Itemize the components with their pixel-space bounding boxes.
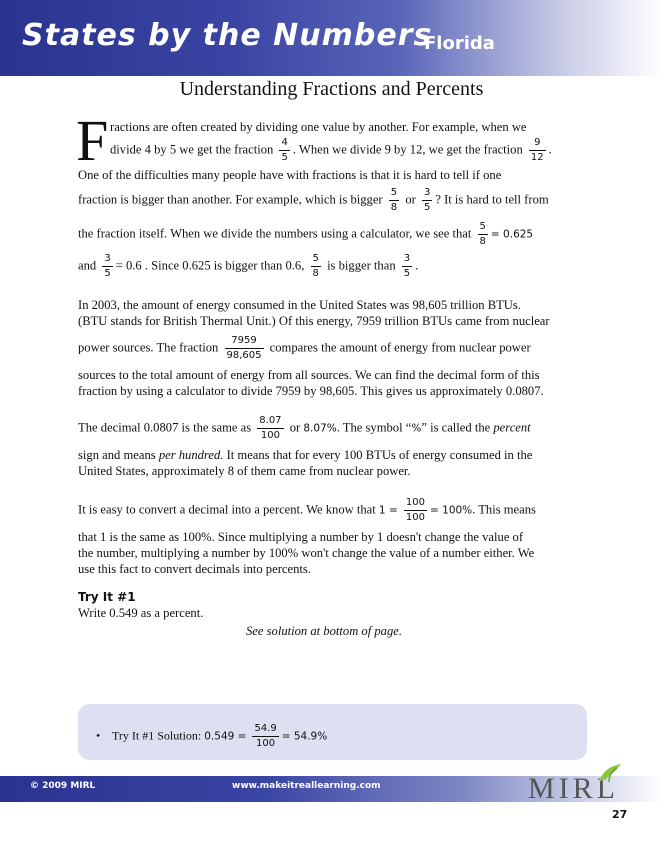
p3-line-3: United States, approximately 8 of them came from nuclear power.	[78, 464, 411, 478]
fraction: $\frac{5}{8}$	[312, 253, 319, 279]
state-name: Florida	[424, 33, 495, 54]
footer-url: www.makeitreallearning.com	[232, 781, 381, 791]
p2-line-3: power sources. The fraction $\frac{7959}{98,605}$ compares the amount of energy from nuclear power	[78, 335, 531, 361]
mirl-logo: MIRL	[528, 772, 619, 805]
p2-line-5: fraction by using a calculator to divide 7959 by 98,605. This gives us approximately 0.0807.	[78, 384, 544, 398]
p3-line-2: sign and means per hundred. It means that for every 100 BTUs of energy consumed in the	[78, 448, 533, 462]
header-banner	[0, 0, 663, 76]
p1-line-3: One of the difficulties many people have with fractions is that it is hard to tell if one	[78, 168, 502, 182]
p1-line-1: ractions are often created by dividing one value by another. For example, when we	[110, 120, 527, 134]
p4-line-2: that 1 is the same as 100%. Since multiplying a number by 1 doesn't change the value of	[78, 530, 524, 544]
drop-cap: F	[76, 108, 109, 173]
p1-line-6: and $\frac{3}{5}$ = 0.6 . Since 0.625 is bigger than 0.6, $\frac{5}{8}$ is bigger than $\frac{3}{5}$ .	[78, 253, 419, 279]
p2-line-2: (BTU stands for British Thermal Unit.) Of this energy, 7959 trillion BTUs came from nuclear	[78, 314, 550, 328]
leaf-icon	[595, 762, 625, 784]
page-title: Understanding Fractions and Percents	[179, 78, 484, 100]
solution-box	[78, 704, 587, 760]
fraction: $\frac{100}{100}$	[405, 497, 425, 523]
solution-line: • Try It #1 Solution: 0.549 = $\frac{54.9}{100}$ = 54.9%	[96, 723, 328, 749]
fraction: $\frac{4}{5}$	[281, 137, 288, 163]
try-it-prompt: Write 0.549 as a percent.	[78, 606, 204, 620]
fraction: $\frac{3}{5}$	[403, 253, 411, 279]
try-it-heading: Try It #1	[78, 590, 136, 604]
p2-line-1: In 2003, the amount of energy consumed in the United States was 98,605 trillion BTUs.	[78, 298, 521, 312]
fraction: $\frac{3}{5}$	[104, 253, 111, 279]
p1-line-5: the fraction itself. When we divide the numbers using a calculator, we see that $\frac{5}{8}$ = 0.625	[78, 221, 534, 247]
bullet: •	[96, 728, 101, 743]
fraction: $\frac{5}{8}$	[390, 187, 398, 213]
fraction: $\frac{5}{8}$	[479, 221, 486, 247]
p4-line-1: It is easy to convert a decimal into a percent. We know that 1 = $\frac{100}{100}$ = 100%. This means	[78, 497, 536, 523]
p4-line-3: the number, multiplying a number by 100% won't change the value of a number either. We	[78, 546, 535, 560]
p2-line-4: sources to the total amount of energy from all sources. We can find the decimal form of this	[78, 368, 540, 382]
fraction: $\frac{7959}{98,605}$	[226, 335, 262, 361]
p3-line-1: The decimal 0.0807 is the same as $\frac{8.07}{100}$ or 8.07%. The symbol “%” is called the percent	[78, 415, 531, 441]
fraction: $\frac{54.9}{100}$	[254, 723, 277, 749]
series-logo: States by the Numbers	[22, 18, 433, 53]
p1-line-2: divide 4 by 5 we get the fraction $\frac{4}{5}$ . When we divide 9 by 12, we get the fraction $\frac{9}{12}$ .	[110, 137, 552, 163]
p1-line-4: fraction is bigger than another. For example, which is bigger $\frac{5}{8}$ or $\frac{3}{5}$ ? It is hard to tell from	[78, 187, 549, 213]
solution-note: See solution at bottom of page.	[246, 624, 403, 638]
p4-line-4: use this fact to convert decimals into percents.	[78, 562, 311, 576]
fraction: $\frac{9}{12}$	[530, 137, 544, 163]
fraction: $\frac{3}{5}$	[423, 187, 431, 213]
copyright: © 2009 MIRL	[30, 781, 96, 791]
page-number: 27	[612, 808, 628, 821]
fraction: $\frac{8.07}{100}$	[259, 415, 282, 441]
